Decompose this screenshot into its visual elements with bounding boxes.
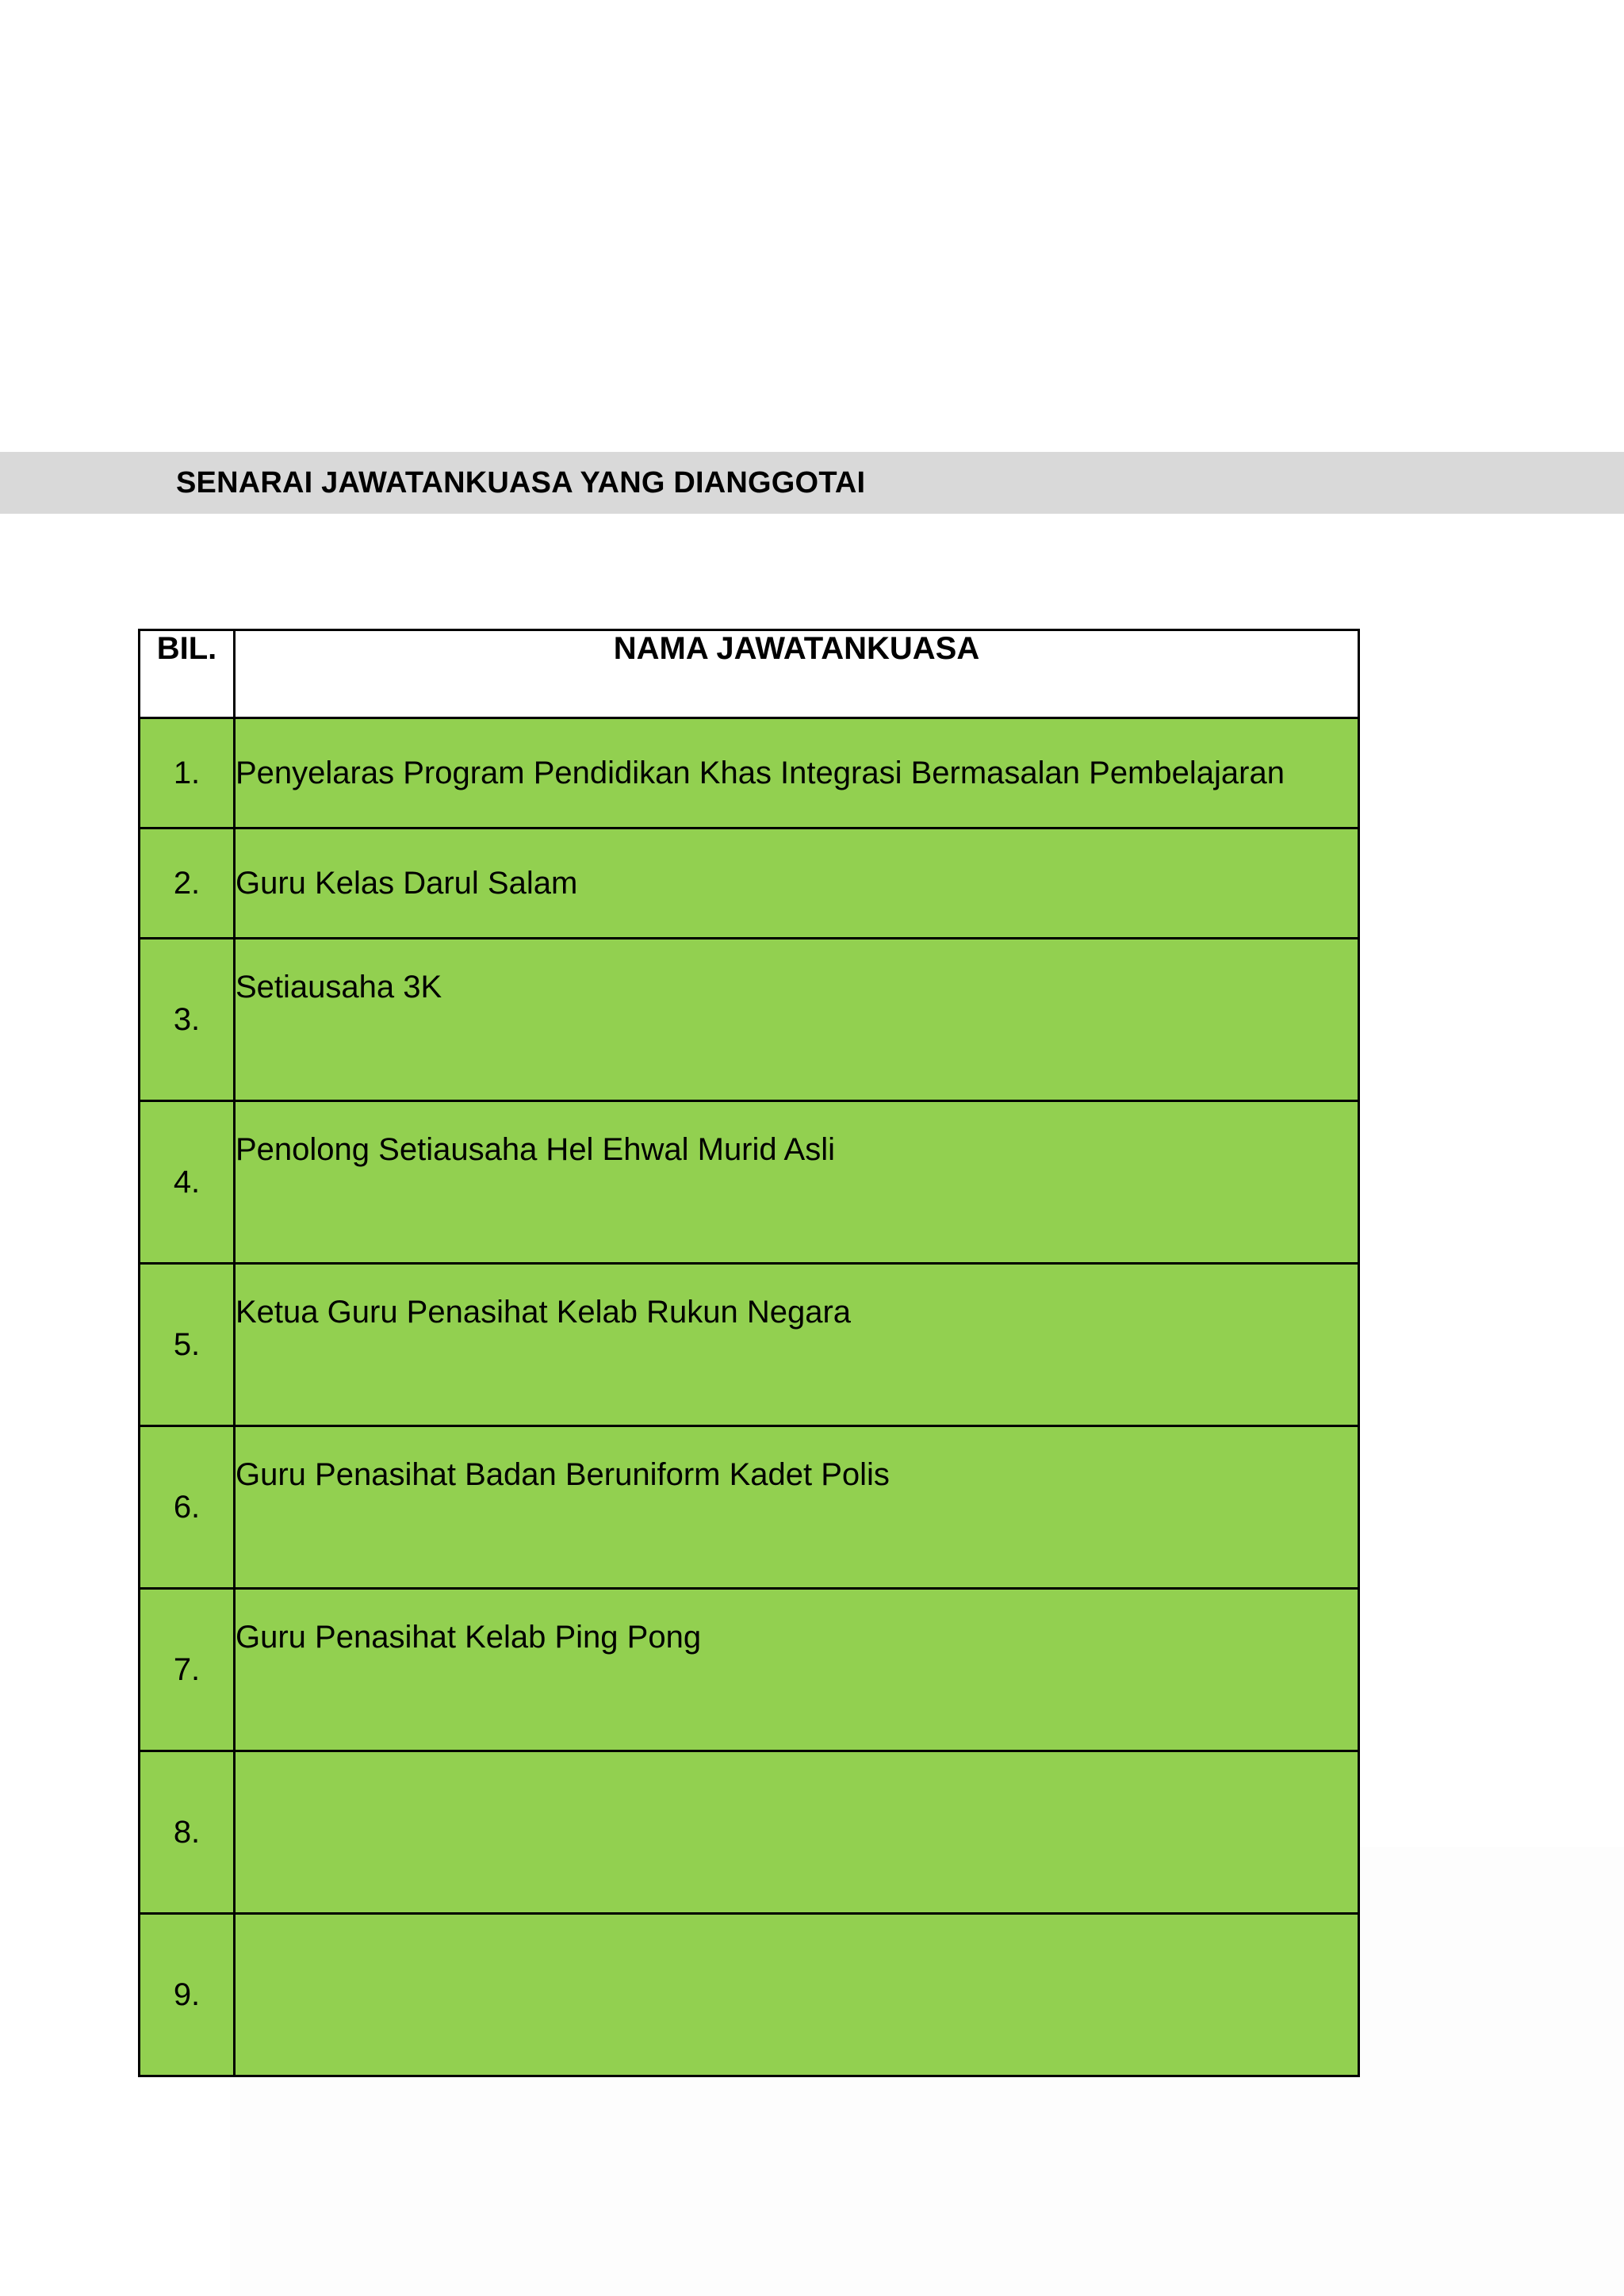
table-row (140, 1914, 1359, 2076)
committee-name: Guru Kelas Darul Salam (235, 828, 1359, 939)
row-number: 3. (140, 939, 235, 1101)
table-row (140, 1426, 1359, 1589)
committee-name (235, 1751, 1359, 1914)
committee-name: Guru Penasihat Badan Beruniform Kadet Polis (235, 1426, 1359, 1589)
row-number: 4. (140, 1101, 235, 1264)
committee-name: Guru Penasihat Kelab Ping Pong (235, 1589, 1359, 1751)
table-row (140, 718, 1359, 828)
committee-name: Penyelaras Program Pendidikan Khas Integrasi Bermasalan Pembelajaran (235, 718, 1359, 828)
row-number: 6. (140, 1426, 235, 1589)
committee-name (235, 1914, 1359, 2076)
row-number: 2. (140, 828, 235, 939)
table-row (140, 1751, 1359, 1914)
committee-name: Setiausaha 3K (235, 939, 1359, 1101)
row-number: 7. (140, 1589, 235, 1751)
committee-name: Penolong Setiausaha Hel Ehwal Murid Asli (235, 1101, 1359, 1264)
table-row (140, 828, 1359, 939)
committee-name: Ketua Guru Penasihat Kelab Rukun Negara (235, 1264, 1359, 1426)
row-number: 5. (140, 1264, 235, 1426)
section-title-band (0, 452, 1624, 514)
table-row (140, 1101, 1359, 1264)
row-number: 1. (140, 718, 235, 828)
table-row (140, 1589, 1359, 1751)
table-header-row (140, 630, 1359, 718)
row-number: 9. (140, 1914, 235, 2076)
section-title: SENARAI JAWATANKUASA YANG DIANGGOTAI (176, 466, 866, 499)
table-row (140, 939, 1359, 1101)
header-committee-name: NAMA JAWATANKUASA (235, 630, 1359, 718)
table-row (140, 1264, 1359, 1426)
row-number: 8. (140, 1751, 235, 1914)
committee-table (138, 629, 1360, 2077)
header-number: BIL. (140, 630, 235, 718)
